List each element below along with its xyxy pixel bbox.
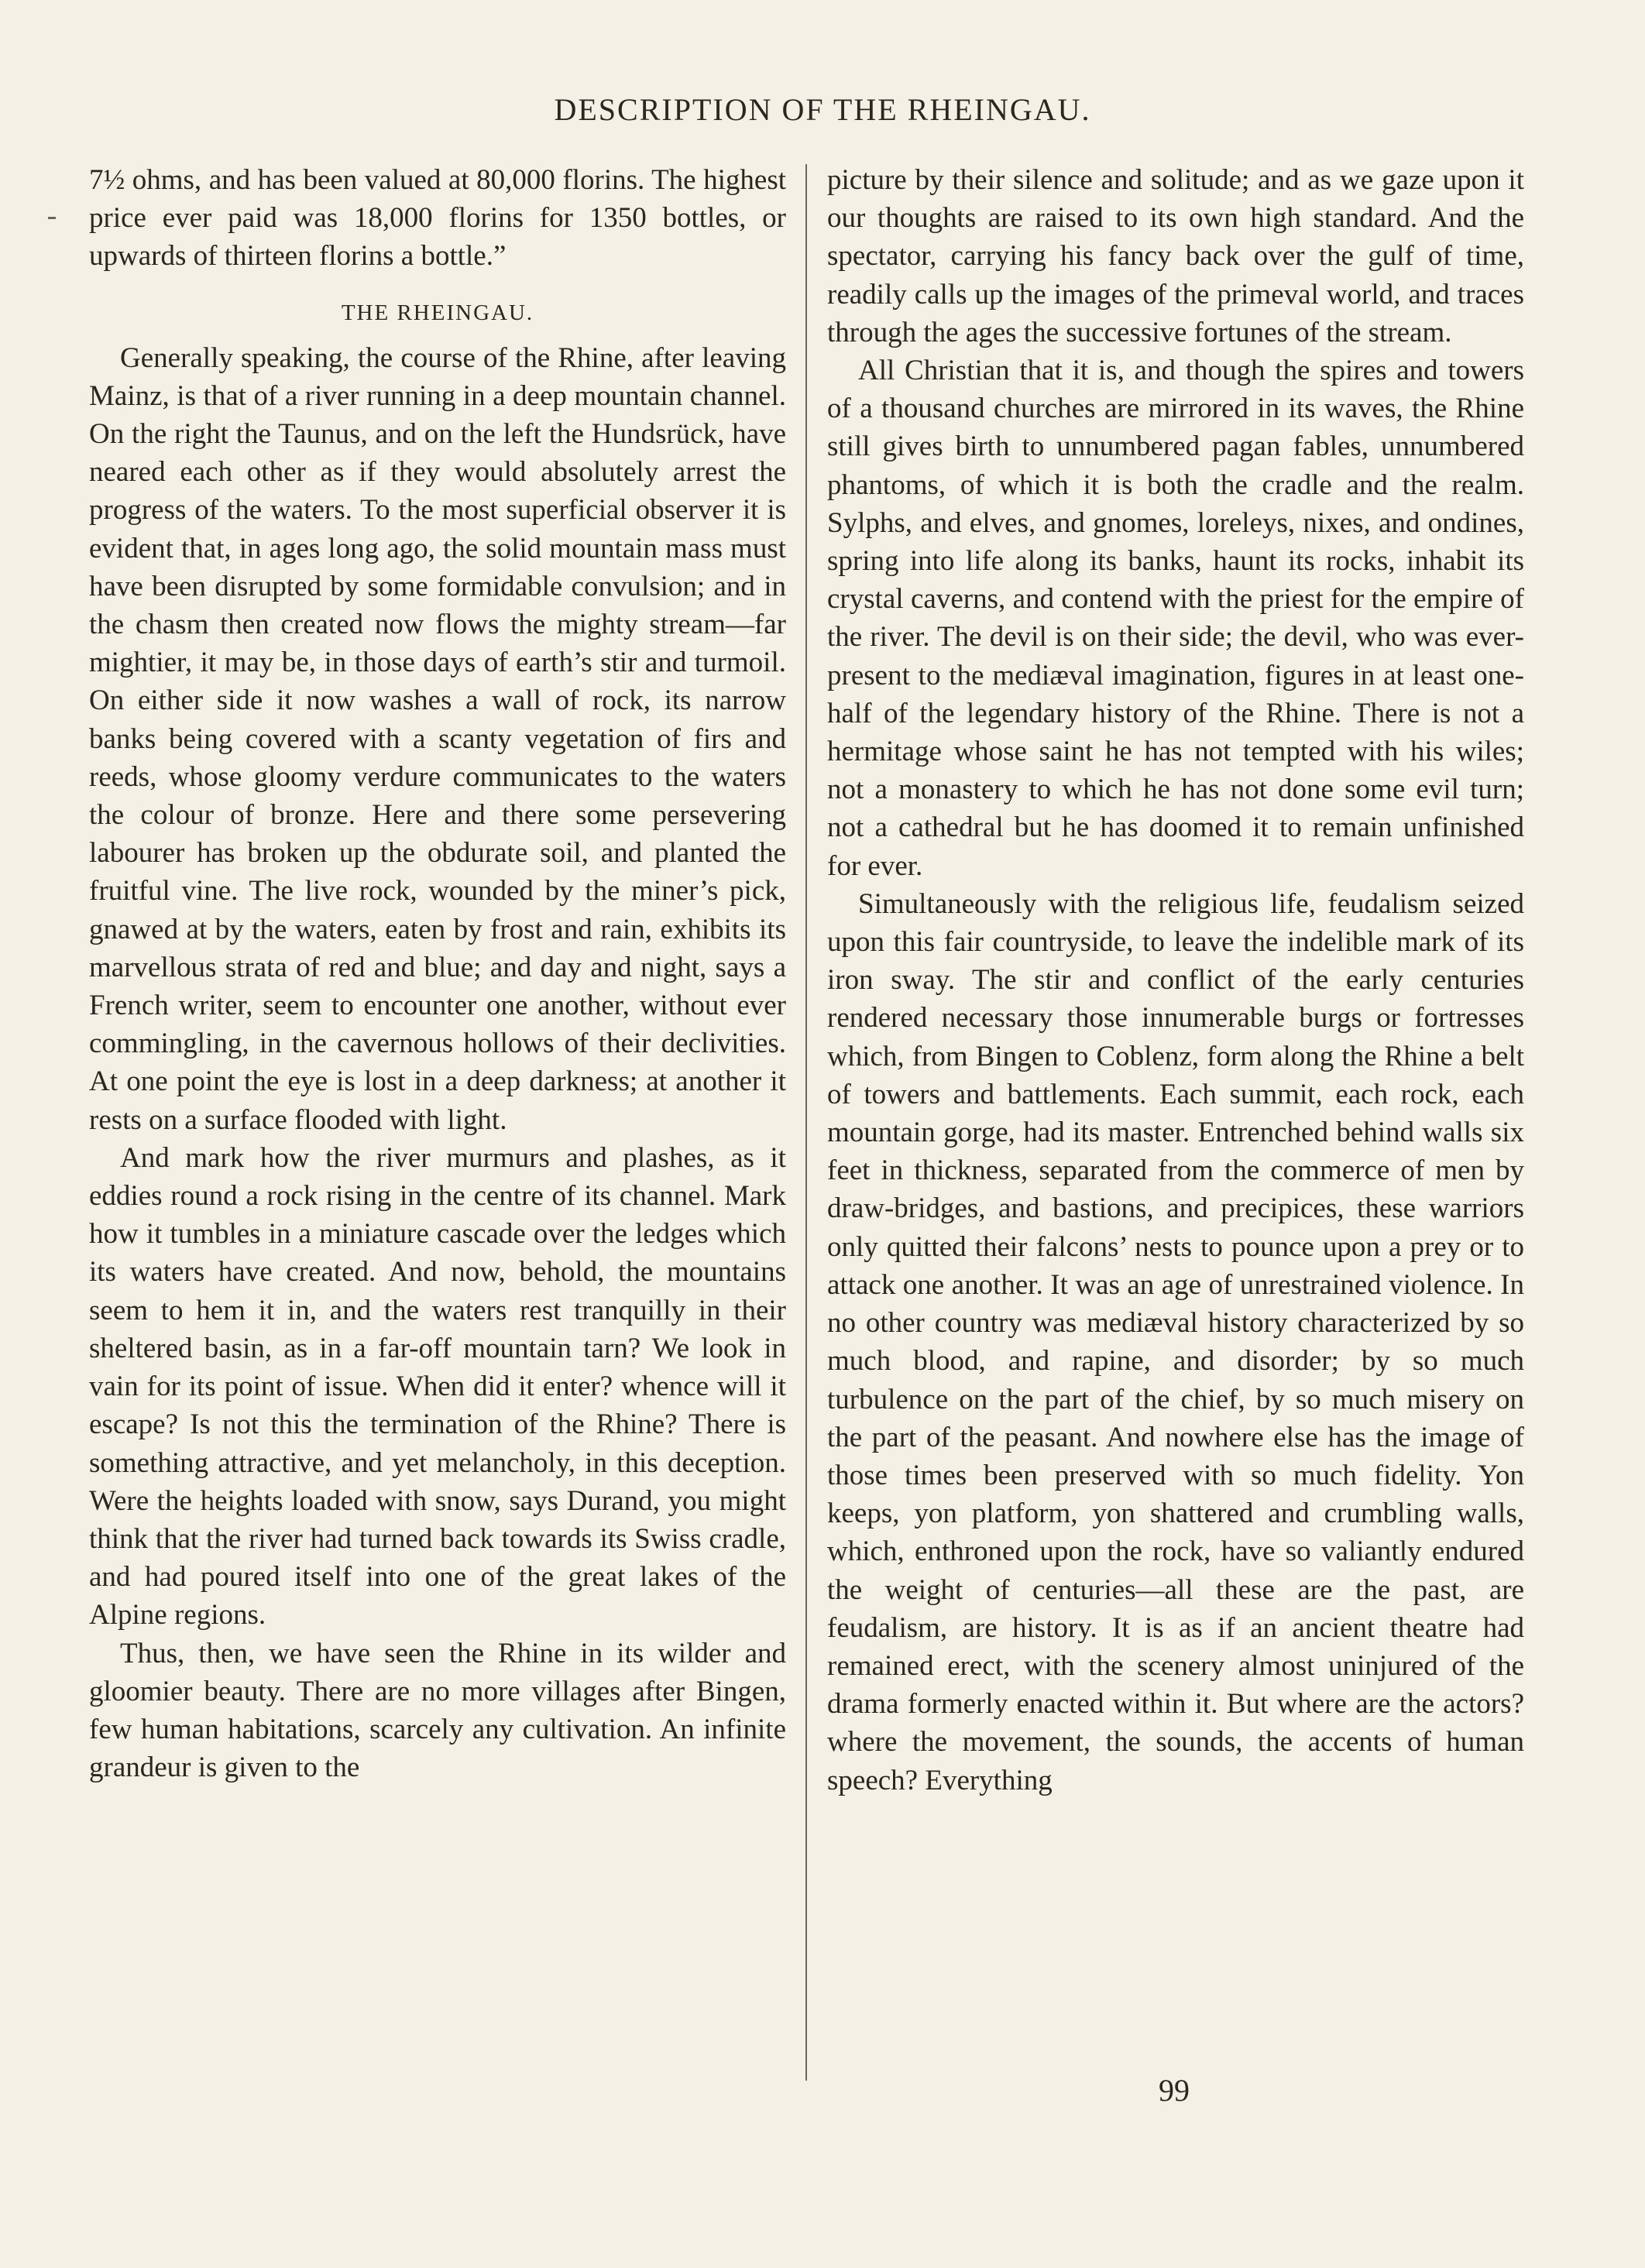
page-number: 99 (1159, 2073, 1190, 2108)
paragraph-continued: 7½ ohms, and has been valued at 80,000 florins. The highest price ever paid was 18,000 florins for 1350 bottles, or upwards of thirteen florins a bottle.” (89, 164, 786, 273)
paragraph: Generally speaking, the course of the Rhine, after leaving Mainz, is that of a river running in a deep mountain channel. On the right the Taunus, and on the left the Hundsrück, have neared each other as if they would absolutely arrest the progress of the waters. To the most superficial observer it is evident that, in ages long ago, the solid mountain mass must have been disrupted by some formidable convulsion; and in the chasm then created now flows the mighty stream—far mightier, it may be, in those days of earth’s stir and turmoil. On either side it now washes a wall of rock, its narrow banks being covered with a scanty vegetation of firs and reeds, whose gloomy verdure communicates to the waters the colour of bronze. Here and there some persevering labourer has broken up the obdurate soil, and planted the fruitful vine. The live rock, wounded by the miner’s pick, gnawed at by the waters, eaten by frost and rain, exhibits its marvellous strata of red and blue; and day and night, says a French writer, seem to encounter one another, without ever commingling, in the cavernous hollows of their declivities. At one point the eye is lost in a deep darkness; at another it rests on a surface flooded with light. (89, 341, 786, 1136)
left-column (89, 161, 786, 1786)
column-divider (805, 164, 807, 2081)
paragraph: Thus, then, we have seen the Rhine in its wilder and gloomier beauty. There are no more villages after Bingen, few human habitations, scarcely any cultivation. An infinite grandeur is given to the (89, 1637, 786, 1784)
paragraph: All Christian that it is, and though the spires and towers of a thousand churches are mirrored in its waves, the Rhine still gives birth to unnumbered pagan fables, unnumbered phantoms, of which it is both the cradle and the realm. Sylphs, and elves, and gnomes, loreleys, nixes, and ondines, spring into life along its banks, haunt its rocks, inhabit its crystal caverns, and contend with the priest for the empire of the river. The devil is on their side; the devil, who was ever-present to the mediæval imagination, figures in at least one-half of the legendary history of the Rhine. There is not a hermitage whose saint he has not tempted with his wiles; not a monastery to which he has not done some evil turn; not a cathedral but he has doomed it to remain unfinished for ever. (827, 355, 1524, 882)
paragraph: And mark how the river murmurs and plashes, as it eddies round a rock rising in the centre of its channel. Mark how it tumbles in a miniature cascade over the ledges which its waters have created. And now, behold, the mountains seem to hem it in, and the waters rest tranquilly in their sheltered basin, as in a far-off mountain tarn? We look in vain for its point of issue. When did it enter? whence will it escape? Is not this the termination of the Rhine? There is something attractive, and yet melancholy, in this deception. Were the heights loaded with snow, says Durand, you might think that the river had turned back towards its Swiss cradle, and had poured itself into one of the great lakes of the Alpine regions. (89, 1141, 786, 1632)
margin-mark (48, 217, 56, 219)
paragraph-continued: picture by their silence and solitude; and as we gaze upon it our thoughts are raised to its own high standard. And the spectator, carrying his fancy back over the gulf of time, readily calls up the images of the primeval world, and traces through the ages the successive fortunes of the stream. (827, 164, 1524, 348)
right-column (827, 161, 1524, 1800)
section-heading: THE RHEINGAU. (341, 300, 534, 325)
paragraph: Simultaneously with the religious life, feudalism seized upon this fair countryside, to leave the indelible mark of its iron sway. The stir and conflict of the early centuries rendered necessary those innumerable burgs or fortresses which, from Bingen to Coblenz, form along the Rhine a belt of towers and battlements. Each summit, each rock, each mountain gorge, had its master. Entrenched behind walls six feet in thickness, separated from the commerce of men by draw-bridges, and bastions, and precipices, these warriors only quitted their falcons’ nests to pounce upon a prey or to attack one another. It was an age of unrestrained violence. In no other country was mediæval history characterized by so much blood, and rapine, and disorder; by so much turbulence on the part of the chief, by so much misery on the part of the peasant. And nowhere else has the image of those times been preserved with so much fidelity. Yon keeps, yon platform, yon shattered and crumbling walls, which, enthroned upon the rock, have so valiantly endured the weight of centuries—all these are the past, are feudalism, are history. It is as if an ancient theatre had remained erect, with the scenery almost uninjured of the drama formerly enacted within it. But where are the actors? where the movement, the sounds, the accents of human speech? Everything (827, 887, 1524, 1796)
running-header: DESCRIPTION OF THE RHEINGAU. (554, 92, 1091, 127)
